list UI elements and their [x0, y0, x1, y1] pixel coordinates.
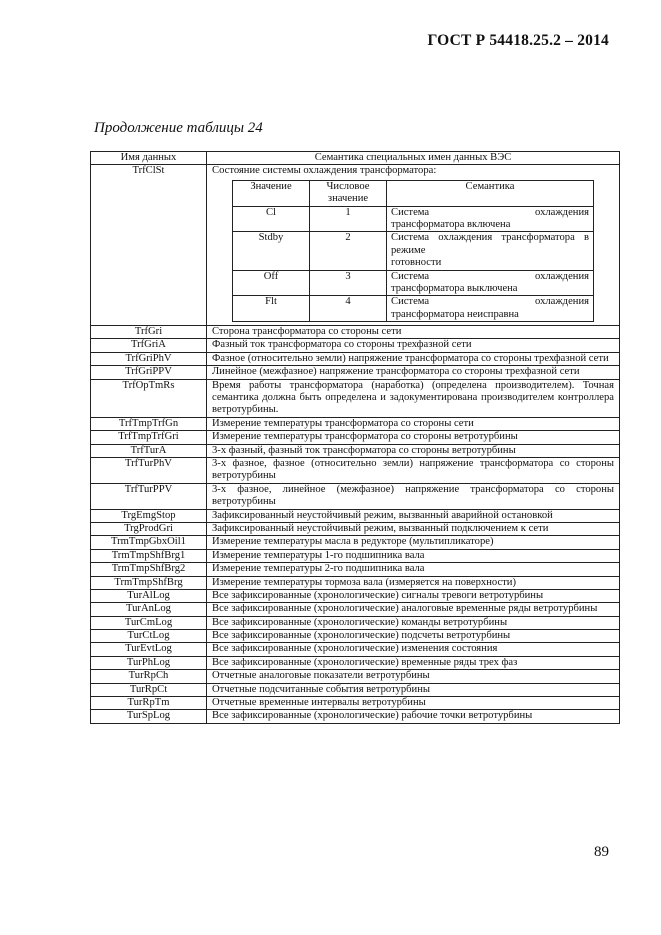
data-name-cell: TurAlLog	[91, 589, 207, 602]
semantics-cell: Все зафиксированные (хронологические) сигналы тревоги ветротурбины	[207, 589, 620, 602]
state-value: Off	[233, 270, 310, 296]
semantics-cell: Все зафиксированные (хронологические) аналоговые временные ряды ветротурбины	[207, 603, 620, 616]
semantics-cell: Сторона трансформатора со стороны сети	[207, 326, 620, 339]
state-semantics	[387, 296, 594, 322]
table-row	[91, 339, 620, 352]
semantics-cell: Зафиксированный неустойчивый режим, вызванный аварийной остановкой	[207, 509, 620, 522]
semantics-cell: Все зафиксированные (хронологические) временные ряды трех фаз	[207, 656, 620, 669]
state-semantics-tail: трансформатора неисправна	[391, 308, 519, 320]
semantics-cell: Все зафиксированные (хронологические) подсчеты ветротурбины	[207, 630, 620, 643]
table-row	[91, 444, 620, 457]
data-name-cell: TrfGriA	[91, 339, 207, 352]
table-row	[91, 431, 620, 444]
data-name-cell: TrfGriPPV	[91, 366, 207, 379]
data-name-cell: TrfGri	[91, 326, 207, 339]
table-row	[91, 352, 620, 365]
semantics-cell: Измерение температуры трансформатора со стороны сети	[207, 417, 620, 430]
data-name-cell: TrfTurPPV	[91, 483, 207, 509]
inner-header-numeric: Числовое значение	[310, 180, 387, 206]
table-row	[91, 616, 620, 629]
inner-header-row	[233, 180, 594, 206]
column-header-name: Имя данных	[91, 152, 207, 165]
data-name-cell: TrfTurPhV	[91, 457, 207, 483]
data-name-cell: TrfGriPhV	[91, 352, 207, 365]
state-numeric: 2	[310, 232, 387, 270]
data-name-cell: TurAnLog	[91, 603, 207, 616]
table-row	[91, 326, 620, 339]
page-number: 89	[594, 844, 609, 860]
semantics-cell: Фазное (относительно земли) напряжение трансформатора со стороны трехфазной сети	[207, 352, 620, 365]
semantics-cell: Зафиксированный неустойчивый режим, вызванный подключением к сети	[207, 522, 620, 535]
semantics-cell: Измерение температуры масла в редукторе (мультипликаторе)	[207, 536, 620, 549]
state-semantics-main: Система охлаждения трансформатора в режиме	[391, 232, 589, 256]
state-semantics	[387, 232, 594, 270]
data-name-cell: TrgProdGri	[91, 522, 207, 535]
table-header-row	[91, 152, 620, 165]
semantics-cell: Фазный ток трансформатора со стороны трехфазной сети	[207, 339, 620, 352]
data-name-cell: TrmTmpGbxOil1	[91, 536, 207, 549]
data-name-cell: TrmTmpShfBrg1	[91, 549, 207, 562]
state-semantics-tail: трансформатора выключена	[391, 282, 518, 294]
table-row	[91, 165, 620, 326]
data-name-cell: TurEvtLog	[91, 643, 207, 656]
state-semantics-main: Система охлаждения	[391, 270, 589, 282]
table-row	[91, 589, 620, 602]
table-row	[91, 683, 620, 696]
state-value: Flt	[233, 296, 310, 322]
state-semantics	[387, 206, 594, 232]
state-numeric: 1	[310, 206, 387, 232]
table-row	[91, 509, 620, 522]
table-row	[91, 563, 620, 576]
table-row	[91, 643, 620, 656]
semantics-cell: Линейное (межфазное) напряжение трансформатора со стороны трехфазной сети	[207, 366, 620, 379]
state-semantics-tail: трансформатора включена	[391, 218, 511, 230]
state-value: Cl	[233, 206, 310, 232]
data-name-cell: TurRpCh	[91, 670, 207, 683]
semantics-cell: Измерение температуры 2-го подшипника вала	[207, 563, 620, 576]
table-row	[91, 379, 620, 417]
data-name-cell: TrfOpTmRs	[91, 379, 207, 417]
table-row	[91, 576, 620, 589]
state-numeric: 3	[310, 270, 387, 296]
data-name-cell: TrfTurA	[91, 444, 207, 457]
data-name-cell: TurCtLog	[91, 630, 207, 643]
semantics-cell: 3-х фазное, линейное (межфазное) напряжение трансформатора со стороны ветротурбины	[207, 483, 620, 509]
data-names-table	[90, 151, 620, 724]
inner-header-semantics: Семантика	[387, 180, 594, 206]
semantics-cell: Все зафиксированные (хронологические) рабочие точки ветротурбины	[207, 710, 620, 723]
table-row	[91, 366, 620, 379]
semantics-cell: Все зафиксированные (хронологические) изменения состояния	[207, 643, 620, 656]
semantics-cell: Время работы трансформатора (наработка) (определена производителем). Точная семантика должна быть определена и задокументирована производителем контроллера ветротурбины.	[207, 379, 620, 417]
table-row	[91, 522, 620, 535]
column-header-semantics: Семантика специальных имен данных ВЭС	[207, 152, 620, 165]
table-row	[91, 549, 620, 562]
state-semantics	[387, 270, 594, 296]
data-name-cell: TrfTmpTrfGri	[91, 431, 207, 444]
semantics-cell: Отчетные аналоговые показатели ветротурбины	[207, 670, 620, 683]
table-row	[91, 670, 620, 683]
semantics-cell: Все зафиксированные (хронологические) команды ветротурбины	[207, 616, 620, 629]
table-row	[91, 417, 620, 430]
inner-row	[233, 270, 594, 296]
table-row	[91, 710, 620, 723]
semantics-cell: 3-х фазное, фазное (относительно земли) напряжение трансформатора со стороны ветротурбины	[207, 457, 620, 483]
document-header: ГОСТ Р 54418.25.2 – 2014	[427, 32, 609, 49]
table-row	[91, 483, 620, 509]
data-name-cell: TurCmLog	[91, 616, 207, 629]
state-value: Stdby	[233, 232, 310, 270]
semantics-cell: Измерение температуры 1-го подшипника вала	[207, 549, 620, 562]
state-semantics-tail: готовности	[391, 257, 442, 269]
table-row	[91, 603, 620, 616]
inner-row	[233, 296, 594, 322]
data-name-cell: TrfTmpTrfGn	[91, 417, 207, 430]
table-row	[91, 656, 620, 669]
data-name-cell: TurRpTm	[91, 697, 207, 710]
table-row	[91, 536, 620, 549]
data-name-cell: TurPhLog	[91, 656, 207, 669]
semantics-cell: Отчетные подсчитанные события ветротурбины	[207, 683, 620, 696]
inner-row	[233, 206, 594, 232]
data-name-cell: TrgEmgStop	[91, 509, 207, 522]
semantics-cell: Отчетные временные интервалы ветротурбины	[207, 697, 620, 710]
table-caption: Продолжение таблицы 24	[94, 120, 263, 136]
table-row	[91, 697, 620, 710]
semantics-cell	[207, 165, 620, 326]
semantics-cell: Измерение температуры трансформатора со стороны ветротурбины	[207, 431, 620, 444]
state-numeric: 4	[310, 296, 387, 322]
semantics-cell: 3-х фазный, фазный ток трансформатора со стороны ветротурбины	[207, 444, 620, 457]
semantics-intro: Состояние системы охлаждения трансформатора:	[212, 165, 437, 177]
state-semantics-main: Система охлаждения	[391, 296, 589, 308]
data-name-cell: TrmTmpShfBrg2	[91, 563, 207, 576]
data-name-cell: TrfClSt	[91, 165, 207, 326]
data-name-cell: TurRpCt	[91, 683, 207, 696]
semantics-cell: Измерение температуры тормоза вала (измеряется на поверхности)	[207, 576, 620, 589]
inner-row	[233, 232, 594, 270]
table-row	[91, 630, 620, 643]
state-semantics-main: Система охлаждения	[391, 206, 589, 218]
data-name-cell: TrmTmpShfBrg	[91, 576, 207, 589]
table-row	[91, 457, 620, 483]
inner-header-value: Значение	[233, 180, 310, 206]
cooling-state-table	[232, 180, 594, 322]
data-name-cell: TurSpLog	[91, 710, 207, 723]
